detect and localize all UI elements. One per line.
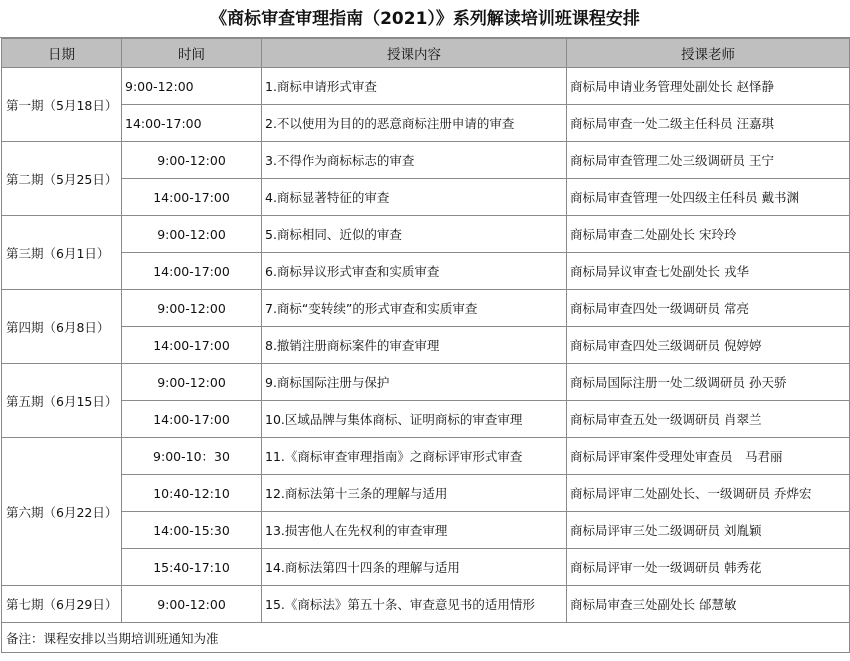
session-time: 14:00-17:00: [122, 253, 262, 290]
session-content: 3.不得作为商标标志的审查: [262, 142, 567, 179]
session-content: 14.商标法第四十四条的理解与适用: [262, 549, 567, 586]
period-label: 第四期（6月8日）: [2, 290, 122, 364]
session-content: 5.商标相同、近似的审查: [262, 216, 567, 253]
session-time: 14:00-17:00: [122, 179, 262, 216]
schedule-table: [1, 38, 850, 653]
table-row: [2, 142, 850, 179]
session-time: 9:00-12:00: [122, 142, 262, 179]
table-row: [2, 253, 850, 290]
session-teacher: 商标局评审案件受理处审查员 马君丽: [567, 438, 850, 475]
period-label: 第五期（6月15日）: [2, 364, 122, 438]
session-teacher: 商标局申请业务管理处副处长 赵怿静: [567, 68, 850, 105]
header-teacher: 授课老师: [567, 39, 850, 68]
session-content: 9.商标国际注册与保护: [262, 364, 567, 401]
session-time: 9:00-12:00: [122, 586, 262, 623]
session-content: 8.撤销注册商标案件的审查审理: [262, 327, 567, 364]
table-row: [2, 105, 850, 142]
period-label: 第一期（5月18日）: [2, 68, 122, 142]
period-label: 第七期（6月29日）: [2, 586, 122, 623]
table-row: [2, 290, 850, 327]
session-teacher: 商标局异议审查七处副处长 戎华: [567, 253, 850, 290]
session-teacher: 商标局审查二处副处长 宋玲玲: [567, 216, 850, 253]
session-content: 2.不以使用为目的的恶意商标注册申请的审查: [262, 105, 567, 142]
session-time: 9:00-12:00: [122, 216, 262, 253]
header-row: [2, 39, 850, 68]
header-content: 授课内容: [262, 39, 567, 68]
session-teacher: 商标局评审三处二级调研员 刘胤颖: [567, 512, 850, 549]
period-label: 第二期（5月25日）: [2, 142, 122, 216]
session-content: 12.商标法第十三条的理解与适用: [262, 475, 567, 512]
session-time: 9:00-12:00: [122, 364, 262, 401]
session-content: 1.商标申请形式审查: [262, 68, 567, 105]
session-teacher: 商标局审查四处一级调研员 常亮: [567, 290, 850, 327]
table-row: [2, 68, 850, 105]
session-teacher: 商标局国际注册一处二级调研员 孙天骄: [567, 364, 850, 401]
session-content: 13.损害他人在先权利的审查审理: [262, 512, 567, 549]
session-teacher: 商标局评审一处一级调研员 韩秀花: [567, 549, 850, 586]
table-row: [2, 179, 850, 216]
table-row: [2, 216, 850, 253]
table-row: [2, 364, 850, 401]
table-row: [2, 401, 850, 438]
session-teacher: 商标局审查管理二处三级调研员 王宁: [567, 142, 850, 179]
table-row: [2, 586, 850, 623]
session-teacher: 商标局审查管理一处四级主任科员 戴书渊: [567, 179, 850, 216]
session-content: 15.《商标法》第五十条、审查意见书的适用情形: [262, 586, 567, 623]
session-teacher: 商标局审查一处二级主任科员 汪嘉琪: [567, 105, 850, 142]
table-row: [2, 327, 850, 364]
session-teacher: 商标局审查五处一级调研员 肖翠兰: [567, 401, 850, 438]
session-time: 14:00-17:00: [122, 327, 262, 364]
table-row: [2, 438, 850, 475]
session-time: 14:00-15:30: [122, 512, 262, 549]
session-content: 10.区域品牌与集体商标、证明商标的审查审理: [262, 401, 567, 438]
session-teacher: 商标局审查四处三级调研员 倪婷婷: [567, 327, 850, 364]
session-teacher: 商标局审查三处副处长 邰慧敏: [567, 586, 850, 623]
session-time: 14:00-17:00: [122, 401, 262, 438]
session-time: 14:00-17:00: [122, 105, 262, 142]
session-time: 15:40-17:10: [122, 549, 262, 586]
session-time: 9:00-10：30: [122, 438, 262, 475]
period-label: 第三期（6月1日）: [2, 216, 122, 290]
note-row: [2, 623, 850, 653]
table-row: [2, 549, 850, 586]
session-content: 6.商标异议形式审查和实质审查: [262, 253, 567, 290]
table-row: [2, 512, 850, 549]
session-time: 9:00-12:00: [122, 68, 262, 105]
page-title: 《商标审查审理指南（2021）》系列解读培训班课程安排: [0, 0, 850, 38]
header-date: 日期: [2, 39, 122, 68]
session-content: 4.商标显著特征的审查: [262, 179, 567, 216]
period-label: 第六期（6月22日）: [2, 438, 122, 586]
table-row: [2, 475, 850, 512]
session-time: 9:00-12:00: [122, 290, 262, 327]
session-content: 11.《商标审查审理指南》之商标评审形式审查: [262, 438, 567, 475]
session-content: 7.商标“变转续”的形式审查和实质审查: [262, 290, 567, 327]
header-time: 时间: [122, 39, 262, 68]
note-text: 备注：课程安排以当期培训班通知为准: [2, 623, 850, 653]
session-teacher: 商标局评审二处副处长、一级调研员 乔烨宏: [567, 475, 850, 512]
session-time: 10:40-12:10: [122, 475, 262, 512]
